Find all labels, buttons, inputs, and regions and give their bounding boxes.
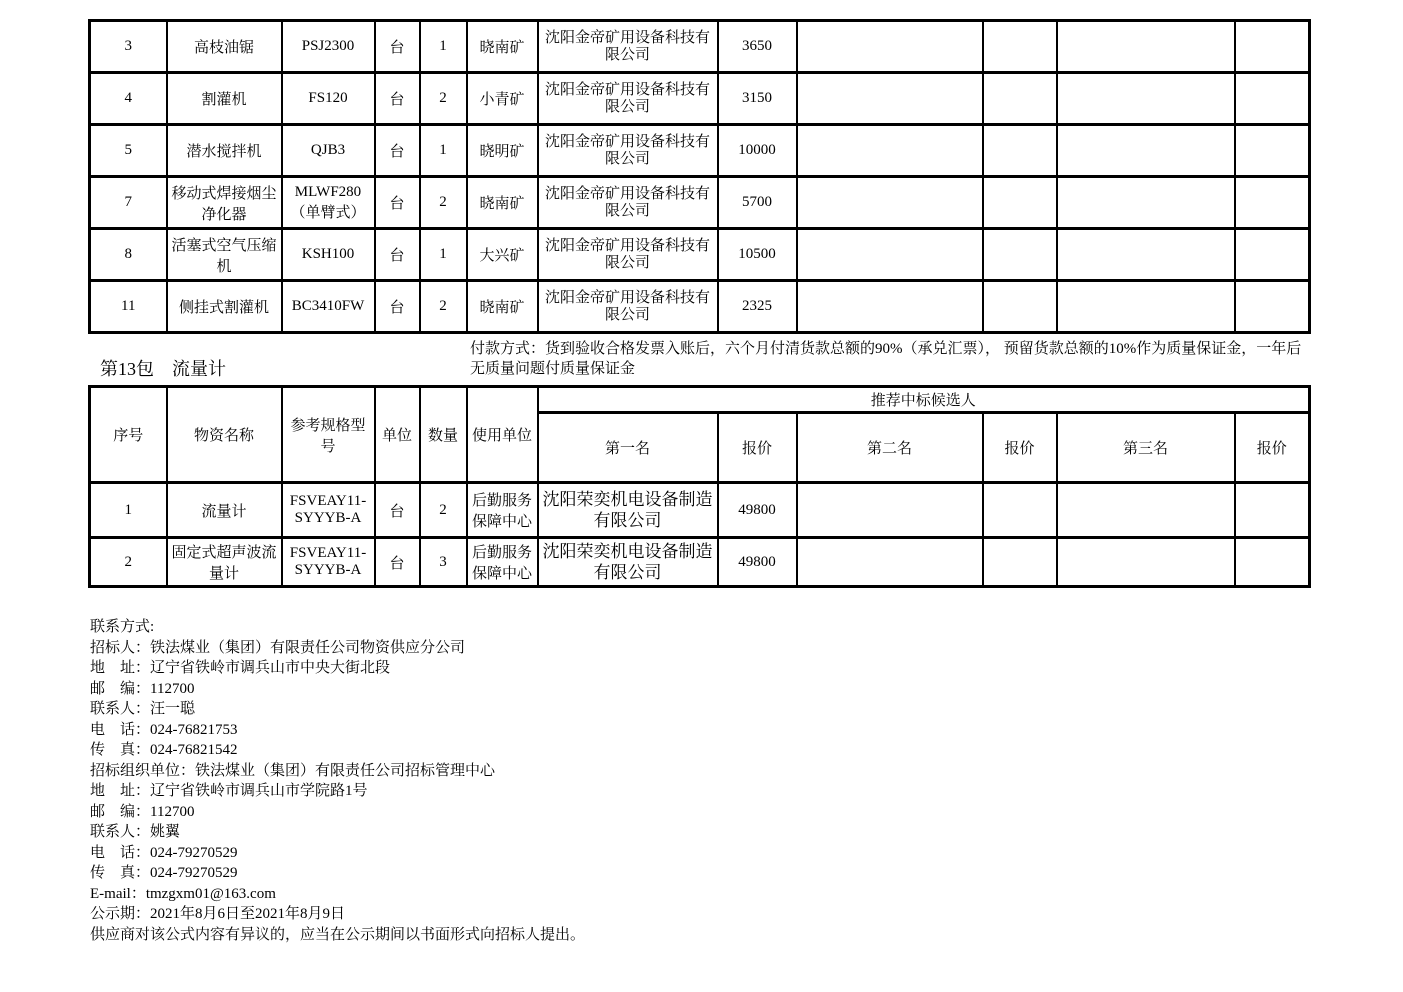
- col-qty: 2: [420, 73, 467, 125]
- col-first-price: 2325: [718, 281, 797, 333]
- col-first-price: 3650: [718, 21, 797, 73]
- col-spec: MLWF280（单臂式）: [282, 177, 375, 229]
- col-qty: 1: [420, 21, 467, 73]
- col-third-name: [1057, 229, 1235, 281]
- col-unit: 台: [375, 281, 420, 333]
- col-unit: 台: [375, 229, 420, 281]
- col-no: 4: [90, 73, 167, 125]
- equipment-row: [90, 21, 1310, 73]
- col-second-name: [797, 125, 983, 177]
- col-third-name: [1057, 177, 1235, 229]
- col-user: 晓南矿: [467, 281, 538, 333]
- col-qty: 3: [420, 538, 467, 587]
- col-first-name: 沈阳金帝矿用设备科技有限公司: [538, 21, 718, 73]
- col-unit: 台: [375, 21, 420, 73]
- contact-line: E-mail：tmzgxm01@163.com: [90, 885, 276, 902]
- flowmeter-row: [90, 483, 1310, 538]
- header-name: 物资名称: [167, 387, 282, 483]
- col-third-price: [1235, 229, 1310, 281]
- flowmeter-row: [90, 538, 1310, 587]
- contact-line: 联系人：汪一聪: [90, 701, 196, 717]
- header-third: 第三名: [1057, 413, 1235, 483]
- col-name: 固定式超声波流量计: [167, 538, 282, 587]
- package-title: 第13包 流量计: [100, 359, 226, 379]
- header-third-price: 报价: [1235, 413, 1310, 483]
- col-third-name: [1057, 73, 1235, 125]
- equipment-row: [90, 125, 1310, 177]
- contact-line: 招标组织单位：铁法煤业（集团）有限责任公司招标管理中心: [90, 762, 496, 779]
- col-third-name: [1057, 538, 1235, 587]
- header-qty: 数量: [420, 387, 467, 483]
- col-first-name: 沈阳金帝矿用设备科技有限公司: [538, 229, 718, 281]
- col-user: 晓南矿: [467, 21, 538, 73]
- contact-line: 公示期：2021年8月6日至2021年8月9日: [90, 906, 346, 922]
- contact-line: 邮 编：112700: [90, 803, 195, 820]
- equipment-row: [90, 281, 1310, 333]
- col-unit: 台: [375, 483, 420, 538]
- col-qty: 1: [420, 125, 467, 177]
- col-unit: 台: [375, 125, 420, 177]
- col-first-name: 沈阳荣奕机电设备制造有限公司: [538, 538, 718, 587]
- col-first-name: 沈阳金帝矿用设备科技有限公司: [538, 177, 718, 229]
- contact-line: 招标人：铁法煤业（集团）有限责任公司物资供应分公司: [90, 639, 466, 656]
- col-user: 后勤服务保障中心: [467, 483, 538, 538]
- col-unit: 台: [375, 177, 420, 229]
- col-user: 小青矿: [467, 73, 538, 125]
- col-first-price: 10500: [718, 229, 797, 281]
- equipment-row: [90, 177, 1310, 229]
- col-no: 7: [90, 177, 167, 229]
- equipment-row: [90, 229, 1310, 281]
- equipment-table: [88, 19, 1311, 334]
- header-second: 第二名: [797, 413, 983, 483]
- header-row-top: [90, 387, 1310, 413]
- flowmeter-table: [88, 385, 1311, 588]
- header-no: 序号: [90, 387, 167, 483]
- contact-line: 联系方式:: [90, 619, 155, 635]
- col-name: 割灌机: [167, 73, 282, 125]
- contact-line: 传 真：024-76821542: [90, 742, 238, 758]
- col-second-price: [983, 229, 1057, 281]
- col-first-name: 沈阳荣奕机电设备制造有限公司: [538, 483, 718, 538]
- col-no: 3: [90, 21, 167, 73]
- col-spec: KSH100: [282, 229, 375, 281]
- col-second-price: [983, 177, 1057, 229]
- header-unit: 单位: [375, 387, 420, 483]
- col-second-name: [797, 73, 983, 125]
- col-spec: FS120: [282, 73, 375, 125]
- col-first-price: 49800: [718, 483, 797, 538]
- col-unit: 台: [375, 73, 420, 125]
- col-spec: PSJ2300: [282, 21, 375, 73]
- col-name: 流量计: [167, 483, 282, 538]
- col-second-name: [797, 483, 983, 538]
- header-first-price: 报价: [718, 413, 797, 483]
- contact-line: 电 话：024-76821753: [90, 721, 238, 738]
- contact-line: 邮 编：112700: [90, 680, 195, 697]
- equipment-row: [90, 73, 1310, 125]
- col-no: 5: [90, 125, 167, 177]
- header-user: 使用单位: [467, 387, 538, 483]
- col-second-price: [983, 21, 1057, 73]
- col-name: 移动式焊接烟尘净化器: [167, 177, 282, 229]
- col-user: 后勤服务保障中心: [467, 538, 538, 587]
- header-second-price: 报价: [983, 413, 1057, 483]
- col-spec: QJB3: [282, 125, 375, 177]
- col-first-name: 沈阳金帝矿用设备科技有限公司: [538, 281, 718, 333]
- col-qty: 2: [420, 281, 467, 333]
- equipment-table-container: [88, 19, 1311, 334]
- col-second-name: [797, 538, 983, 587]
- col-first-price: 5700: [718, 177, 797, 229]
- header-spec: 参考规格型号: [282, 387, 375, 483]
- col-second-name: [797, 281, 983, 333]
- col-second-name: [797, 229, 983, 281]
- col-third-price: [1235, 281, 1310, 333]
- col-third-name: [1057, 21, 1235, 73]
- col-name: 活塞式空气压缩机: [167, 229, 282, 281]
- col-third-price: [1235, 21, 1310, 73]
- contact-line: 电 话：024-79270529: [90, 844, 238, 861]
- col-qty: 2: [420, 177, 467, 229]
- col-first-name: 沈阳金帝矿用设备科技有限公司: [538, 125, 718, 177]
- col-second-price: [983, 281, 1057, 333]
- col-spec: FSVEAY11-SYYYB-A: [282, 538, 375, 587]
- col-name: 潜水搅拌机: [167, 125, 282, 177]
- col-first-price: 3150: [718, 73, 797, 125]
- col-user: 晓南矿: [467, 177, 538, 229]
- col-spec: BC3410FW: [282, 281, 375, 333]
- header-candidates: 推荐中标候选人: [538, 387, 1310, 413]
- col-third-name: [1057, 281, 1235, 333]
- col-no: 11: [90, 281, 167, 333]
- contact-line: 供应商对该公式内容有异议的，应当在公示期间以书面形式向招标人提出。: [90, 926, 586, 943]
- contact-line: 传 真：024-79270529: [90, 865, 238, 881]
- payment-terms-text: 付款方式：货到验收合格发票入账后，六个月付清货款总额的90%（承兑汇票）， 预留货款总额的10%作为质量保证金，一年后无质量问题付质量保证金: [470, 341, 1302, 377]
- contact-info-block: [90, 617, 585, 945]
- col-third-price: [1235, 483, 1310, 538]
- col-no: 1: [90, 483, 167, 538]
- col-qty: 2: [420, 483, 467, 538]
- col-second-price: [983, 73, 1057, 125]
- col-second-price: [983, 483, 1057, 538]
- col-third-price: [1235, 125, 1310, 177]
- col-first-name: 沈阳金帝矿用设备科技有限公司: [538, 73, 718, 125]
- col-second-name: [797, 177, 983, 229]
- col-unit: 台: [375, 538, 420, 587]
- contact-line: 联系人：姚翼: [90, 824, 181, 840]
- col-third-price: [1235, 538, 1310, 587]
- col-name: 高枝油锯: [167, 21, 282, 73]
- col-qty: 1: [420, 229, 467, 281]
- col-no: 2: [90, 538, 167, 587]
- col-third-price: [1235, 73, 1310, 125]
- header-first: 第一名: [538, 413, 718, 483]
- col-spec: FSVEAY11-SYYYB-A: [282, 483, 375, 538]
- col-first-price: 49800: [718, 538, 797, 587]
- col-second-name: [797, 21, 983, 73]
- col-user: 大兴矿: [467, 229, 538, 281]
- col-first-price: 10000: [718, 125, 797, 177]
- contact-line: 地 址：辽宁省铁岭市调兵山市学院路1号: [90, 783, 368, 799]
- contact-line: 地 址：辽宁省铁岭市调兵山市中央大街北段: [90, 660, 391, 676]
- col-second-price: [983, 125, 1057, 177]
- col-no: 8: [90, 229, 167, 281]
- col-second-price: [983, 538, 1057, 587]
- col-third-name: [1057, 483, 1235, 538]
- col-third-name: [1057, 125, 1235, 177]
- flowmeter-table-container: [88, 385, 1311, 588]
- col-user: 晓明矿: [467, 125, 538, 177]
- col-third-price: [1235, 177, 1310, 229]
- col-name: 侧挂式割灌机: [167, 281, 282, 333]
